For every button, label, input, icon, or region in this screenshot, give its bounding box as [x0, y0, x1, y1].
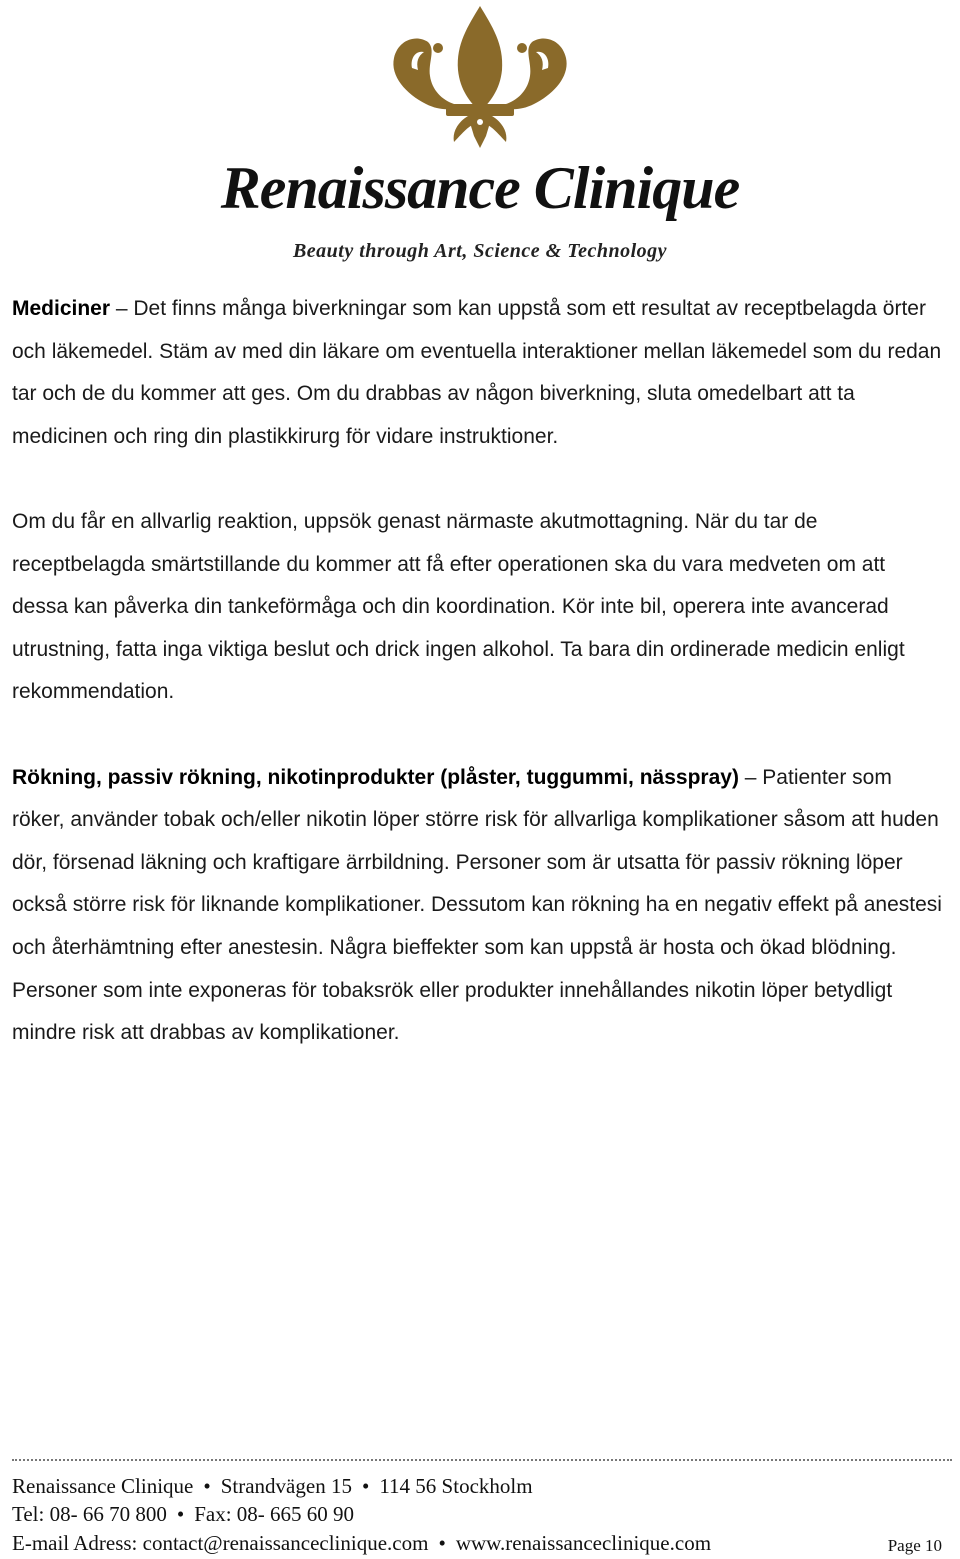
footer-website[interactable]: www.renaissanceclinique.com [455, 1531, 712, 1555]
brand-tagline: Beauty through Art, Science & Technology [292, 240, 668, 262]
paragraph-severe-reaction [12, 501, 942, 714]
page-footer [0, 1455, 960, 1557]
document-body [12, 288, 942, 1055]
bullet-separator: • [203, 1474, 211, 1498]
paragraph-smoking [12, 757, 942, 1055]
text-severe-reaction: Om du får en allvarlig reaktion, uppsök genast närmaste akutmottagning. När du tar de receptbelagda smärtstillande du kommer att få efter operationen ska du vara medveten om att dessa kan påverka din tankeförmåga och din koordination. Kör inte bil, operera inte avancerad utrustning, fatta inga viktiga beslut och drick ingen alkohol. Ta bara din ordinerade medicin enligt rekommendation. [12, 509, 905, 704]
text-medicines: – Det finns många biverkningar som kan uppstå som ett resultat av receptbelagda örter och läkemedel. Stäm av med din läkare om eventuella interaktioner mellan läkemedel som du redan tar och de du kommer att ges. Om du drabbas av någon biverkning, sluta omedelbart att ta medicinen och ring din plastikkirurg för vidare instruktioner. [12, 297, 942, 448]
fleur-de-lis-icon [382, 4, 578, 150]
bullet-separator: • [438, 1531, 446, 1555]
bullet-separator: • [361, 1474, 370, 1498]
text-smoking: – Patienter som röker, använder tobak och/eller nikotin löper större risk för allvarliga komplikationer såsom att huden dör, försenad läkning och kraftigare ärrbildning. Personer som är utsatta för passiv rökning löper också större risk för liknande komplikationer. Dessutom kan rökning ha en negativ effekt på anestesi och återhämtning efter anestesin. Några bieffekter som kan uppstå är hosta och ökad blödning. Personer som inte exponeras för tobaksrök eller produkter innehållandes nikotin löper betydligt mindre risk att drabbas av komplikationer. [12, 765, 942, 1045]
footer-fax: Fax: 08- 665 60 90 [194, 1502, 355, 1526]
footer-address-line [12, 1473, 533, 1499]
brand-name: Renaissance Clinique [220, 155, 740, 221]
footer-divider [12, 1459, 952, 1461]
footer-contact-line [12, 1530, 711, 1556]
footer-phone-line [12, 1501, 354, 1527]
bullet-separator: • [176, 1502, 185, 1526]
footer-tel: Tel: 08- 66 70 800 [12, 1502, 167, 1526]
footer-city: 114 56 Stockholm [379, 1474, 533, 1498]
footer-email[interactable]: E-mail Adress: contact@renaissanceclinique.com [12, 1531, 429, 1555]
paragraph-medicines [12, 288, 942, 458]
page-header [0, 0, 960, 280]
heading-smoking: Rökning, passiv rökning, nikotinprodukter (plåster, tuggummi, nässpray) [12, 765, 739, 789]
footer-company: Renaissance Clinique [12, 1474, 194, 1498]
footer-street: Strandvägen 15 [220, 1474, 352, 1498]
page-number: Page 10 [887, 1536, 942, 1555]
heading-medicines: Mediciner [12, 297, 111, 320]
